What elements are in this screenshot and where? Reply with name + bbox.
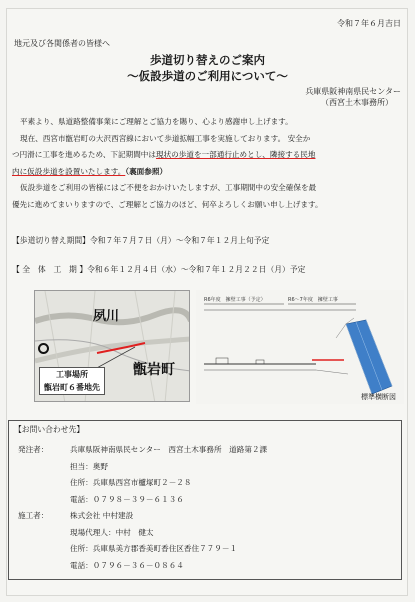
contractor-address-row (18, 541, 398, 558)
paragraph-request: 仮設歩道をご利用の皆様にはご不便をおかけいたしますが、工事期間中の安全確保を最 (20, 183, 317, 192)
construction-period-label: 【 全 体 工 期 】 (12, 265, 88, 274)
orderer-person: 奥野 (92, 461, 108, 471)
orderer-person-row (18, 459, 398, 476)
paragraph-work-cont (12, 147, 404, 164)
construction-period-value: 令和６年１２月４日（水）～令和７年１２月２２日（月）予定 (87, 265, 306, 274)
construction-period (12, 264, 305, 275)
paragraph-request-cont: 優先に進めてまいりますので、ご理解とご協力のほど、何卒よろしくお願い申し上げます。 (12, 199, 323, 209)
contact-details (18, 442, 398, 574)
site-callout-title: 工事場所 (56, 370, 88, 379)
contractor-row (18, 508, 398, 525)
orderer-row (18, 442, 398, 459)
contractor-phone-row (18, 558, 398, 575)
orderer-address: 兵庫県西宮市櫨塚町２－２８ (92, 478, 192, 487)
contractor-address-label: 住所： (70, 544, 93, 553)
cross-section-diagram (196, 290, 404, 404)
orderer-person-label: 担当： (70, 461, 93, 471)
site-callout-address: 甑岩町６番地先 (44, 383, 100, 392)
issuer-office: （西宮土木事務所） (321, 98, 393, 107)
site-agent-row (18, 525, 398, 542)
orderer-value: 兵庫県阪神南県民センター 西宮土木事務所 道路第２課 (70, 445, 268, 454)
contractor-value: 株式会社 中村建設 (70, 511, 134, 520)
see-reverse-note: （裏面参照） (125, 166, 168, 176)
paragraph-work-text: 現在、西宮市甑岩町の大沢西宮線において歩道拡幅工事を実施しております。 安全か (20, 133, 311, 143)
location-map (34, 290, 190, 402)
contractor-phone: ０７９６－３６－０８６４ (92, 560, 184, 570)
landmark-icon (38, 343, 49, 354)
contractor-phone-label: 電話： (70, 560, 93, 570)
contractor-address: 兵庫県美方郡香美町香住区香住７７９－１ (92, 544, 238, 553)
paragraph-thanks: 平素より、県道路整備事業にご理解とご協力を賜り、心より感謝申し上げます。 (20, 117, 293, 126)
orderer-label: 発注者： (18, 445, 49, 454)
wall-work-label-1: R6年度 擁壁工事（予定） (204, 297, 266, 303)
site-agent: 中村 健太 (115, 527, 154, 537)
town-label: 甑岩町 (133, 362, 175, 378)
switch-period-label: 【歩道切り替え期間】 (12, 236, 90, 245)
paragraph-work-cont-2 (12, 164, 404, 181)
orderer-phone-label: 電話： (70, 494, 93, 504)
issuer-name: 兵庫県阪神南県民センター (305, 87, 401, 96)
wall-work-label-2: R6～7年度 擁壁工事 (288, 297, 338, 303)
paragraph-work (12, 131, 404, 148)
paragraph-work-text-2: つ円滑に工事を進めるため、下記期間中は (12, 150, 156, 159)
underlined-closure-text: 現状の歩道を一部通行止めとし、隣接する民地 (155, 150, 316, 159)
underlined-temp-walkway-text: 内に仮設歩道を設置いたします。 (12, 166, 126, 176)
switch-period-value: 令和７年７月７日（月）～令和７年１２月上旬予定 (89, 236, 270, 245)
notice-title: 歩道切り替えのご案内 (150, 53, 265, 67)
contractor-label: 施工者： (18, 511, 49, 520)
orderer-address-label: 住所： (70, 478, 93, 487)
orderer-phone-row (18, 492, 398, 509)
greeting: 地元及び各関係者の皆様へ (14, 39, 110, 48)
cross-section-drawing (196, 290, 404, 404)
contact-header: 【お問い合わせ先】 (14, 425, 85, 434)
site-callout (39, 367, 105, 395)
orderer-phone: ０７９８－３９－６１３６ (92, 494, 184, 504)
orderer-address-row (18, 475, 398, 492)
river-label: 夙川 (93, 309, 120, 324)
notice-subtitle: ～仮設歩道のご利用について～ (127, 69, 288, 83)
notice-body (12, 114, 404, 213)
switch-period (12, 235, 269, 246)
notice-date: 令和７年６月吉日 (337, 19, 401, 28)
site-agent-label: 現場代理人： (70, 527, 116, 537)
diagram-caption: 標準横断図 (361, 393, 396, 401)
